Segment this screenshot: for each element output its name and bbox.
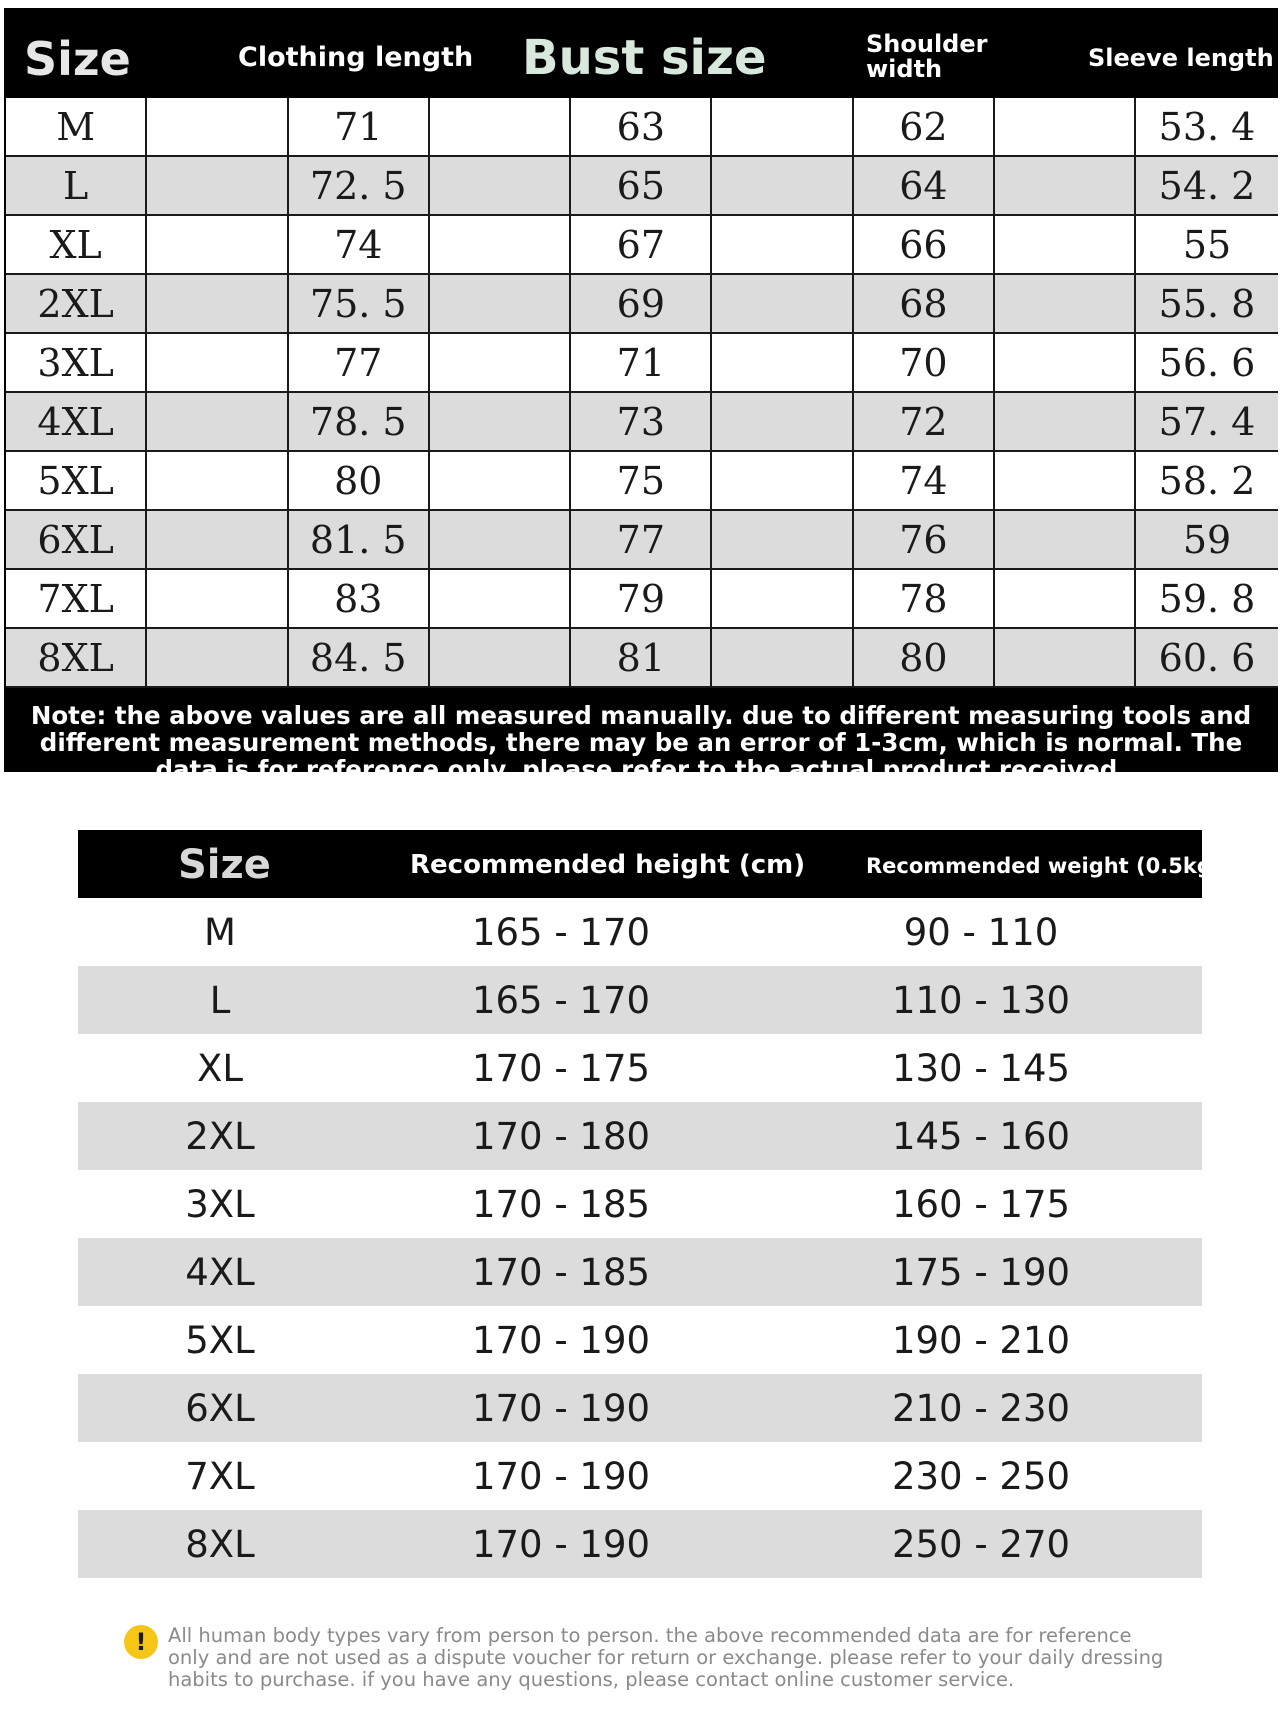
- cell-recommended-weight: 145 - 160: [891, 1114, 1071, 1158]
- cell-recommended-weight: 175 - 190: [891, 1250, 1071, 1294]
- cell-recommended-height: 170 - 180: [471, 1114, 651, 1158]
- cell-clothing-length: 83: [289, 570, 430, 629]
- cell-blank: [995, 570, 1136, 629]
- cell-recommended-height: 170 - 190: [471, 1318, 651, 1362]
- cell-size: 5XL: [6, 452, 147, 511]
- cell-size: 5XL: [185, 1318, 255, 1362]
- cell-blank: [712, 629, 853, 688]
- cell-shoulder-width: 80: [854, 629, 995, 688]
- table-row: [78, 1306, 1202, 1374]
- cell-clothing-length: 81. 5: [289, 511, 430, 570]
- cell-recommended-weight: 230 - 250: [891, 1454, 1071, 1498]
- measurement-table: [4, 8, 1278, 784]
- cell-blank: [712, 570, 853, 629]
- header-shoulder-width: Shoulder width: [866, 30, 988, 83]
- cell-bust-size: 73: [571, 393, 712, 452]
- cell-bust-size: 65: [571, 157, 712, 216]
- cell-blank: [430, 570, 571, 629]
- cell-clothing-length: 84. 5: [289, 629, 430, 688]
- cell-recommended-weight: 160 - 175: [891, 1182, 1071, 1226]
- warning-icon: !: [124, 1625, 158, 1659]
- header-clothing-length: Clothing length: [238, 42, 474, 73]
- cell-size: M: [6, 98, 147, 157]
- cell-recommended-height: 170 - 190: [471, 1454, 651, 1498]
- cell-sleeve-length: 56. 6: [1136, 334, 1277, 393]
- cell-recommended-weight: 130 - 145: [891, 1046, 1071, 1090]
- cell-bust-size: 77: [571, 511, 712, 570]
- cell-size: 3XL: [6, 334, 147, 393]
- cell-blank: [147, 98, 288, 157]
- table-row: [78, 1510, 1202, 1578]
- table-row: [78, 1238, 1202, 1306]
- cell-blank: [712, 334, 853, 393]
- cell-bust-size: 75: [571, 452, 712, 511]
- cell-sleeve-length: 57. 4: [1136, 393, 1277, 452]
- cell-bust-size: 81: [571, 629, 712, 688]
- cell-sleeve-length: 55: [1136, 216, 1277, 275]
- cell-blank: [995, 452, 1136, 511]
- cell-clothing-length: 80: [289, 452, 430, 511]
- header-size: Size: [178, 842, 271, 888]
- cell-size: M: [204, 910, 236, 954]
- cell-blank: [147, 629, 288, 688]
- footer-text: All human body types vary from person to person. the above recommended data are for reference only and are not used as a dispute voucher for return or exchange. please refer to your daily dressing habits to purchase. if you have any questions, please contact online customer service.: [168, 1624, 1164, 1691]
- cell-size: 7XL: [185, 1454, 255, 1498]
- cell-shoulder-width: 74: [854, 452, 995, 511]
- cell-blank: [430, 157, 571, 216]
- cell-bust-size: 69: [571, 275, 712, 334]
- cell-sleeve-length: 59: [1136, 511, 1277, 570]
- cell-size: 7XL: [6, 570, 147, 629]
- cell-blank: [430, 98, 571, 157]
- cell-blank: [712, 157, 853, 216]
- cell-clothing-length: 78. 5: [289, 393, 430, 452]
- cell-blank: [995, 629, 1136, 688]
- cell-size: L: [209, 978, 231, 1022]
- cell-clothing-length: 74: [289, 216, 430, 275]
- cell-blank: [147, 216, 288, 275]
- cell-size: 8XL: [185, 1522, 255, 1566]
- cell-blank: [712, 275, 853, 334]
- cell-recommended-height: 170 - 185: [471, 1182, 651, 1226]
- cell-blank: [147, 452, 288, 511]
- cell-size: XL: [197, 1046, 243, 1090]
- cell-blank: [430, 511, 571, 570]
- cell-size: 4XL: [185, 1250, 255, 1294]
- cell-sleeve-length: 60. 6: [1136, 629, 1277, 688]
- header-recommended-weight: Recommended weight (0.5kg): [866, 854, 1222, 878]
- cell-clothing-length: 72. 5: [289, 157, 430, 216]
- cell-size: 6XL: [6, 511, 147, 570]
- cell-bust-size: 67: [571, 216, 712, 275]
- recommendation-table: [78, 830, 1222, 1578]
- cell-sleeve-length: 55. 8: [1136, 275, 1277, 334]
- cell-recommended-height: 170 - 185: [471, 1250, 651, 1294]
- cell-size: 3XL: [185, 1182, 255, 1226]
- cell-recommended-weight: 210 - 230: [891, 1386, 1071, 1430]
- cell-shoulder-width: 76: [854, 511, 995, 570]
- table-row: [78, 898, 1202, 966]
- cell-size: 6XL: [185, 1386, 255, 1430]
- cell-blank: [147, 570, 288, 629]
- cell-sleeve-length: 54. 2: [1136, 157, 1277, 216]
- cell-blank: [995, 334, 1136, 393]
- header-size: Size: [24, 32, 131, 86]
- cell-blank: [712, 98, 853, 157]
- table-row: [78, 1102, 1202, 1170]
- header-bust-size: Bust size: [522, 30, 767, 86]
- cell-recommended-height: 170 - 190: [471, 1522, 651, 1566]
- cell-recommended-height: 170 - 190: [471, 1386, 651, 1430]
- recommendation-table-header: [78, 830, 1222, 898]
- cell-sleeve-length: 58. 2: [1136, 452, 1277, 511]
- cell-blank: [430, 452, 571, 511]
- cell-clothing-length: 77: [289, 334, 430, 393]
- cell-size: 4XL: [6, 393, 147, 452]
- cell-size: 8XL: [6, 629, 147, 688]
- cell-blank: [147, 157, 288, 216]
- cell-blank: [712, 216, 853, 275]
- cell-blank: [712, 393, 853, 452]
- cell-bust-size: 63: [571, 98, 712, 157]
- cell-bust-size: 71: [571, 334, 712, 393]
- cell-shoulder-width: 64: [854, 157, 995, 216]
- cell-sleeve-length: 53. 4: [1136, 98, 1277, 157]
- measurement-note: Note: the above values are all measured manually. due to different measuring tools and different measurement methods, there may be an error of 1-3cm, which is normal. The data is for reference only, please refer to the actual product received.: [6, 688, 1276, 770]
- cell-shoulder-width: 70: [854, 334, 995, 393]
- cell-blank: [430, 216, 571, 275]
- cell-blank: [147, 334, 288, 393]
- cell-recommended-weight: 90 - 110: [903, 910, 1059, 954]
- recommendation-table-body: [78, 898, 1202, 1578]
- cell-blank: [430, 275, 571, 334]
- cell-shoulder-width: 78: [854, 570, 995, 629]
- table-row: [78, 1170, 1202, 1238]
- cell-blank: [430, 334, 571, 393]
- cell-recommended-weight: 110 - 130: [891, 978, 1071, 1022]
- cell-size: 2XL: [6, 275, 147, 334]
- cell-recommended-height: 165 - 170: [471, 910, 651, 954]
- cell-recommended-height: 170 - 175: [471, 1046, 651, 1090]
- table-row: [78, 1374, 1202, 1442]
- cell-bust-size: 79: [571, 570, 712, 629]
- cell-blank: [147, 275, 288, 334]
- header-recommended-height: Recommended height (cm): [410, 850, 806, 880]
- cell-blank: [995, 393, 1136, 452]
- cell-clothing-length: 71: [289, 98, 430, 157]
- cell-blank: [430, 393, 571, 452]
- cell-shoulder-width: 72: [854, 393, 995, 452]
- cell-blank: [712, 511, 853, 570]
- cell-shoulder-width: 66: [854, 216, 995, 275]
- measurement-table-header: [6, 10, 1276, 98]
- table-row: [78, 1442, 1202, 1510]
- cell-shoulder-width: 62: [854, 98, 995, 157]
- cell-blank: [995, 98, 1136, 157]
- cell-blank: [430, 629, 571, 688]
- table-row: [78, 966, 1202, 1034]
- cell-blank: [147, 393, 288, 452]
- cell-blank: [712, 452, 853, 511]
- table-row: [78, 1034, 1202, 1102]
- cell-sleeve-length: 59. 8: [1136, 570, 1277, 629]
- measurement-table-body: [6, 98, 1276, 688]
- cell-shoulder-width: 68: [854, 275, 995, 334]
- cell-blank: [995, 275, 1136, 334]
- cell-blank: [995, 157, 1136, 216]
- header-sleeve-length: Sleeve length: [1088, 44, 1274, 72]
- cell-blank: [147, 511, 288, 570]
- cell-size: L: [6, 157, 147, 216]
- cell-size: 2XL: [185, 1114, 255, 1158]
- cell-size: XL: [6, 216, 147, 275]
- cell-recommended-weight: 190 - 210: [891, 1318, 1071, 1362]
- cell-blank: [995, 511, 1136, 570]
- cell-recommended-height: 165 - 170: [471, 978, 651, 1022]
- cell-blank: [995, 216, 1136, 275]
- cell-clothing-length: 75. 5: [289, 275, 430, 334]
- cell-recommended-weight: 250 - 270: [891, 1522, 1071, 1566]
